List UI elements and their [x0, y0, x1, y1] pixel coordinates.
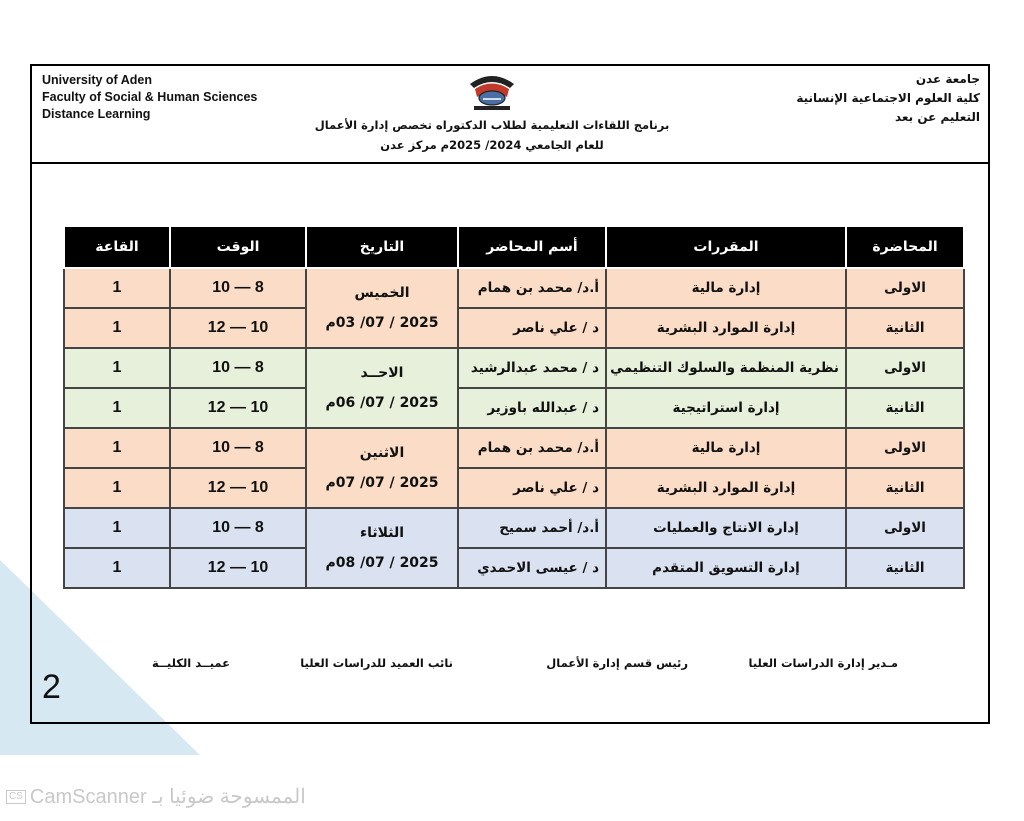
course-cell: إدارة الموارد البشرية [606, 468, 846, 508]
lecture-cell: الثانية [846, 388, 964, 428]
date-cell [306, 348, 458, 428]
signature-vice-dean: نائب العميد للدراسات العليا [300, 656, 453, 670]
col-header-lecturer: أسم المحاضر [458, 226, 606, 268]
hall-cell: 1 [64, 428, 170, 468]
lecture-cell: الثانية [846, 468, 964, 508]
date-cell [306, 268, 458, 348]
lecturer-cell: د / عيسى الاحمدي [458, 548, 606, 588]
table-row [64, 268, 964, 308]
col-header-time: الوقت [170, 226, 306, 268]
table-row [64, 428, 964, 468]
signature-graduate-studies-director: مـدير إدارة الدراسات العليا [748, 656, 898, 670]
table-row [64, 468, 964, 508]
time-cell: 10 — 12 [170, 468, 306, 508]
date-value: 2025 / 07/ 03م [325, 315, 439, 331]
header-divider [32, 162, 988, 164]
time-cell: 10 — 12 [170, 308, 306, 348]
signature-business-dept-head: رئيس قسم إدارة الأعمال [546, 656, 688, 670]
col-header-courses: المقررات [606, 226, 846, 268]
lecturer-cell: د / عبدالله باوزير [458, 388, 606, 428]
lecture-cell: الثانية [846, 548, 964, 588]
document-frame [30, 64, 990, 724]
course-cell: إدارة مالية [606, 268, 846, 308]
date-cell [306, 508, 458, 588]
course-cell: نظرية المنظمة والسلوك التنظيمي [606, 348, 846, 388]
english-header-line-faculty: Faculty of Social & Human Sciences [42, 90, 258, 104]
hall-cell: 1 [64, 508, 170, 548]
lecturer-cell: أ.د/ أحمد سميح [458, 508, 606, 548]
course-cell: إدارة الانتاج والعمليات [606, 508, 846, 548]
date-value: 2025 / 07/ 07م [325, 475, 439, 491]
hall-cell: 1 [64, 388, 170, 428]
camscanner-text: CamScanner الممسوحة ضوئيا بـ [29, 786, 306, 808]
course-cell: إدارة استراتيجية [606, 388, 846, 428]
university-logo-icon [466, 70, 518, 112]
table-row [64, 548, 964, 588]
col-header-lecture: المحاضرة [846, 226, 964, 268]
table-row [64, 388, 964, 428]
arabic-header-line-distance: التعليم عن بعد [894, 110, 980, 124]
english-header-line-university: University of Aden [42, 73, 152, 87]
date-cell [306, 428, 458, 508]
arabic-header-line-university: جامعة عدن [915, 72, 980, 86]
lecture-cell: الاولى [846, 428, 964, 468]
lecturer-cell: أ.د/ محمد بن همام [458, 428, 606, 468]
lecturer-cell: د / علي ناصر [458, 308, 606, 348]
academic-year-line: للعام الجامعي 2024/ 2025م مركز عدن [380, 138, 604, 152]
date-value: 2025 / 07/ 08م [325, 555, 439, 571]
camscanner-badge-icon: CS [6, 790, 26, 804]
table-row [64, 308, 964, 348]
english-header-line-distance: Distance Learning [42, 107, 151, 121]
table-row [64, 348, 964, 388]
col-header-hall: القاعة [64, 226, 170, 268]
col-header-date: التاريخ [306, 226, 458, 268]
time-cell: 8 — 10 [170, 348, 306, 388]
camscanner-watermark [6, 784, 306, 809]
arabic-header [796, 70, 980, 127]
day-name: الخميس [354, 285, 410, 301]
course-cell: إدارة مالية [606, 428, 846, 468]
date-value: 2025 / 07/ 06م [325, 395, 439, 411]
hall-cell: 1 [64, 268, 170, 308]
hall-cell: 1 [64, 348, 170, 388]
signature-dean: عميــد الكليــة [152, 656, 230, 670]
lecture-cell: الاولى [846, 348, 964, 388]
day-name: الاثنين [359, 445, 405, 461]
hall-cell: 1 [64, 548, 170, 588]
table-row [64, 508, 964, 548]
lecture-cell: الثانية [846, 308, 964, 348]
time-cell: 8 — 10 [170, 268, 306, 308]
lecturer-cell: د / محمد عبدالرشيد [458, 348, 606, 388]
hall-cell: 1 [64, 468, 170, 508]
time-cell: 10 — 12 [170, 548, 306, 588]
course-cell: إدارة التسويق المتقدم [606, 548, 846, 588]
lecture-cell: الاولى [846, 268, 964, 308]
day-name: الاحــد [360, 365, 404, 381]
course-cell: إدارة الموارد البشرية [606, 308, 846, 348]
program-title: برنامج اللقاءات التعليمية لطلاب الدكتوراه تخصص إدارة الأعمال [314, 118, 670, 132]
time-cell: 8 — 10 [170, 508, 306, 548]
lecturer-cell: أ.د/ محمد بن همام [458, 268, 606, 308]
table-header-row [64, 226, 964, 268]
page-number: 2 [42, 668, 61, 706]
english-header [42, 72, 257, 123]
lecture-cell: الاولى [846, 508, 964, 548]
lecturer-cell: د / علي ناصر [458, 468, 606, 508]
arabic-header-line-faculty: كلية العلوم الاجتماعية الإنسانية [796, 91, 980, 105]
time-cell: 10 — 12 [170, 388, 306, 428]
schedule-table [63, 225, 965, 589]
hall-cell: 1 [64, 308, 170, 348]
time-cell: 8 — 10 [170, 428, 306, 468]
day-name: الثلاثاء [359, 525, 405, 541]
